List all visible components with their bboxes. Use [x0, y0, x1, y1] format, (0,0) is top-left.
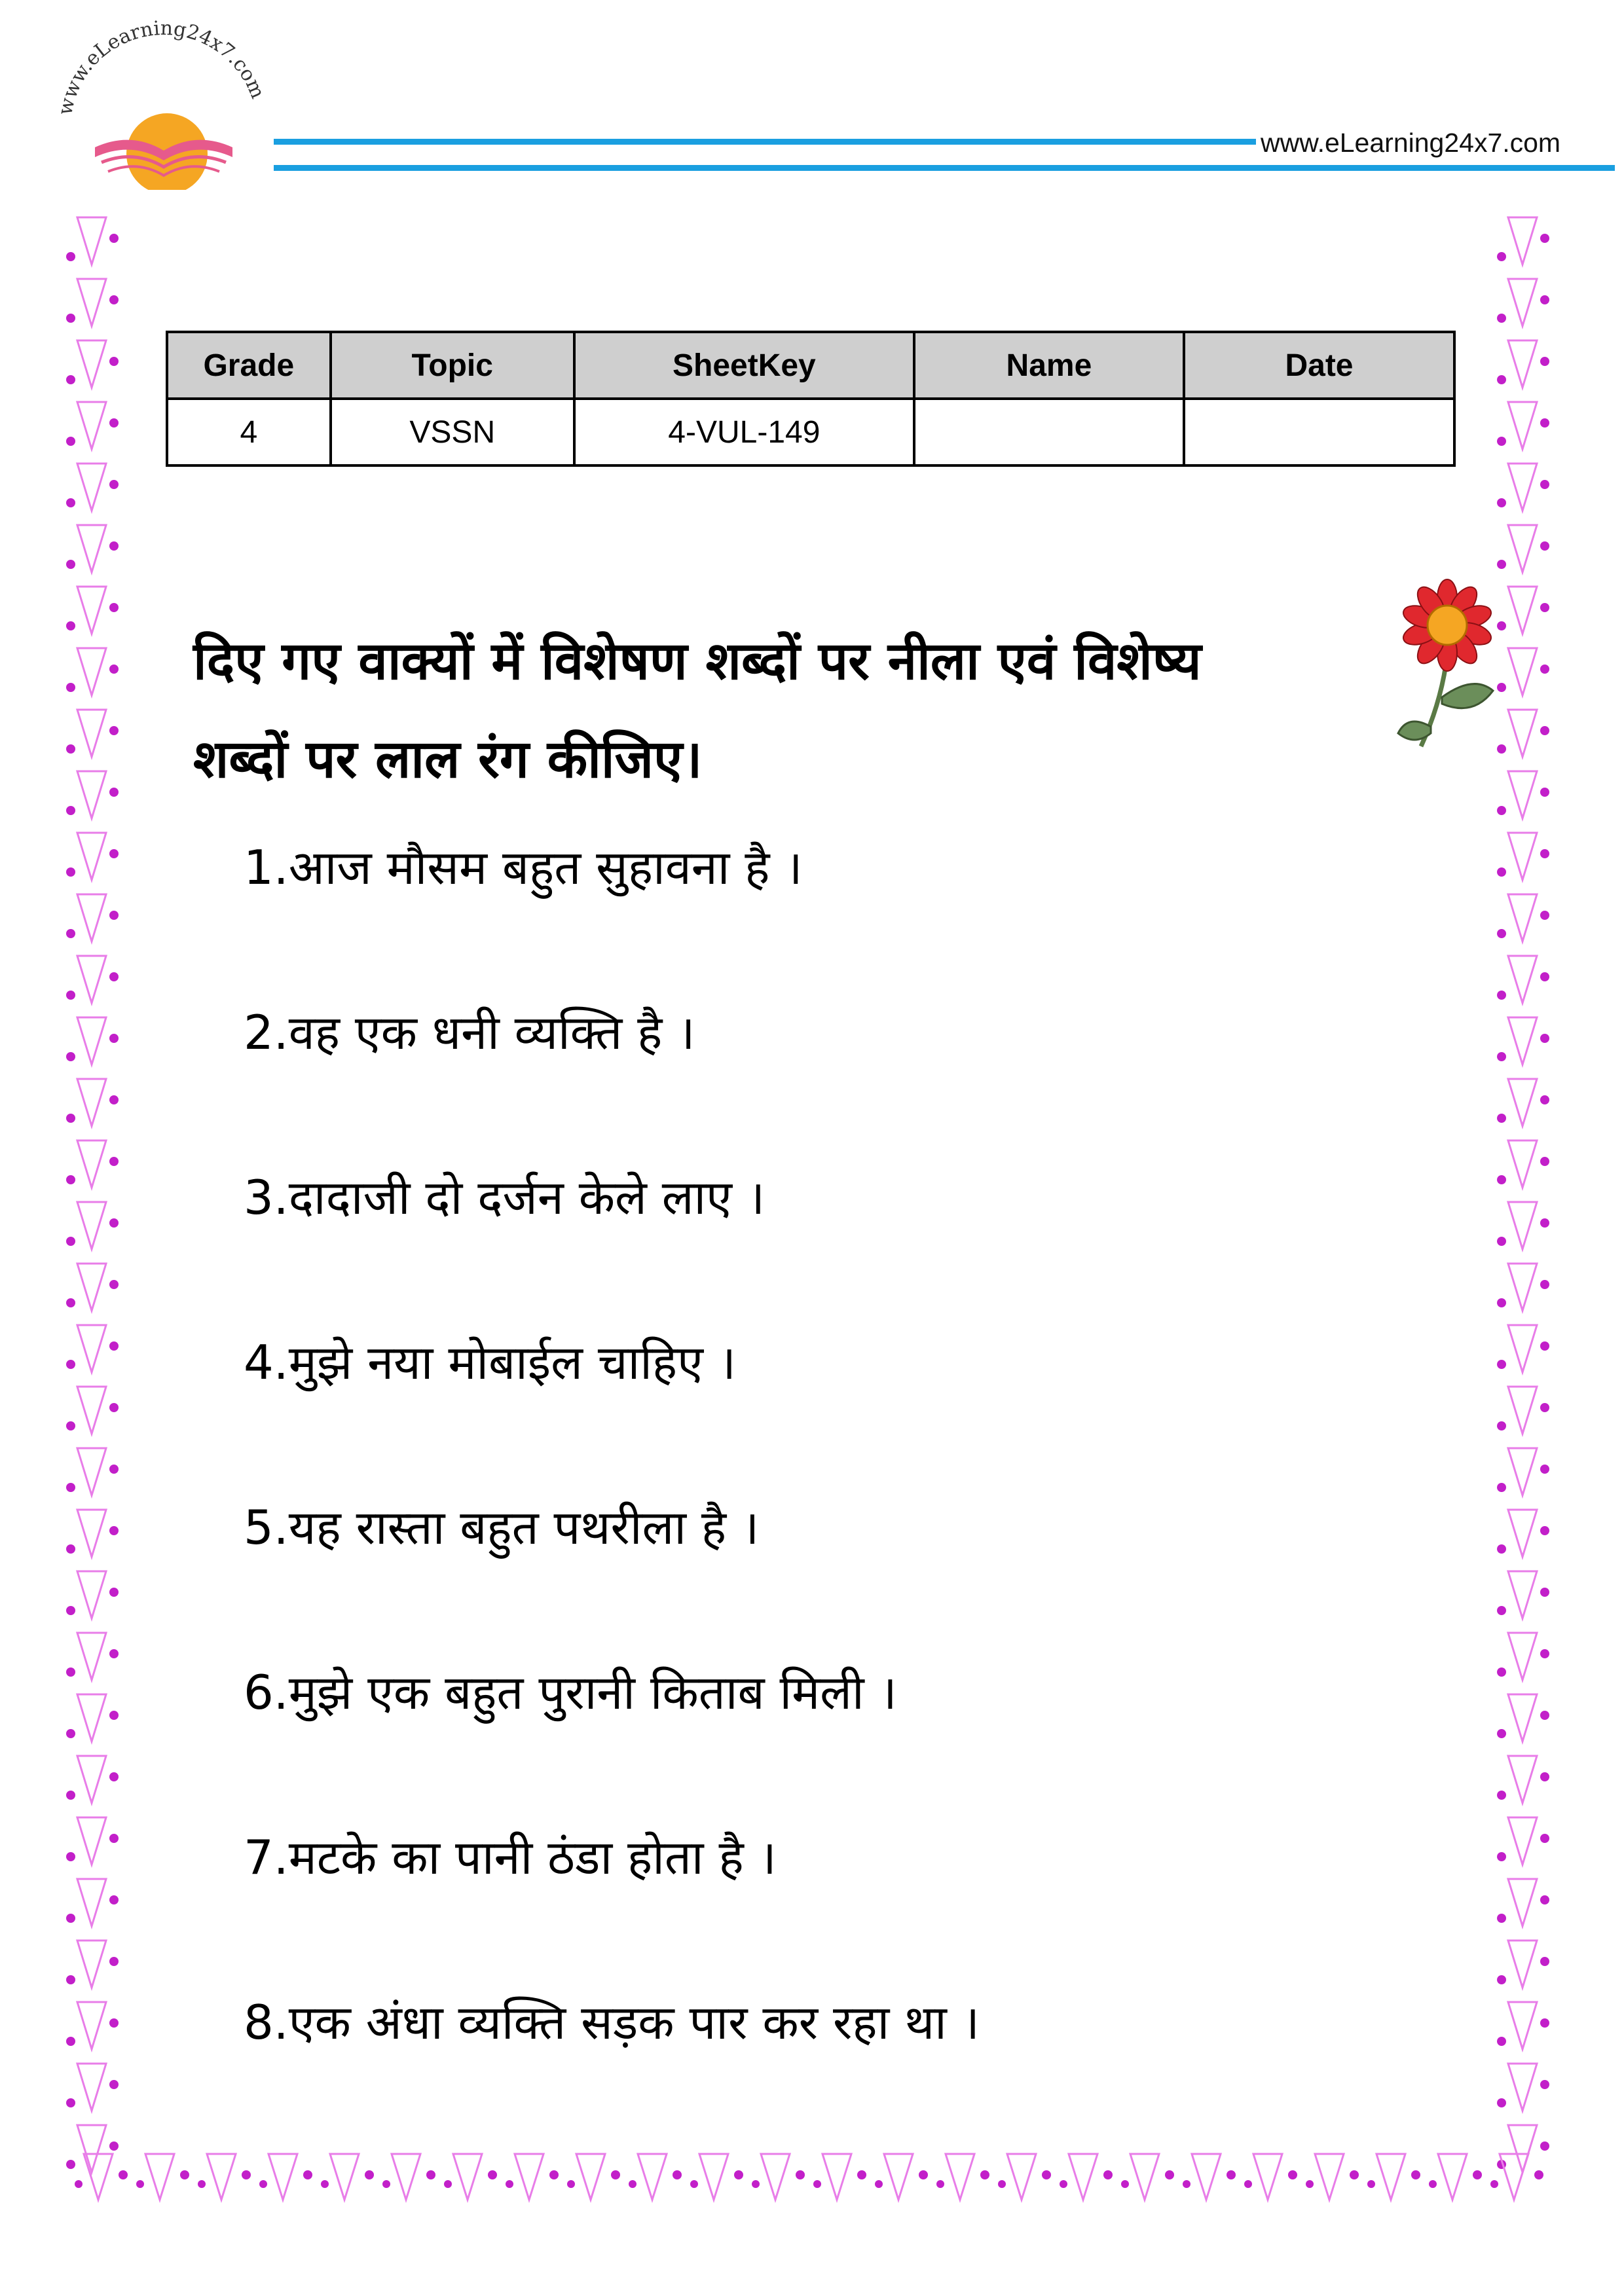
sentence-5[interactable]: 5.यह रास्ता बहुत पथरीला है । [244, 1500, 760, 1555]
header-sheetkey: SheetKey [574, 332, 914, 399]
flower-icon [1395, 570, 1500, 759]
header-topic: Topic [331, 332, 574, 399]
info-table-header-row [167, 332, 1454, 399]
sentence-6[interactable]: 6.मुझे एक बहुत पुरानी किताब मिली । [244, 1665, 897, 1720]
instruction-line-1: दिए गए वाक्यों में विशेषण शब्दों पर नीला एवं विशेष्य [193, 630, 1202, 691]
sentence-list [244, 831, 1422, 2151]
header-date: Date [1184, 332, 1454, 399]
sentence-4[interactable]: 4.मुझे नया मोबाईल चाहिए । [244, 1335, 737, 1390]
sentence-1[interactable]: 1.आज मौसम बहुत सुहावना है । [244, 840, 803, 895]
logo-text: www.eLearning24x7.com [54, 20, 270, 117]
site-url[interactable]: www.eLearning24x7.com [1261, 128, 1561, 158]
instruction [193, 612, 1437, 809]
header-name: Name [914, 332, 1184, 399]
topic-value: VSSN [331, 399, 574, 465]
sheetkey-value: 4-VUL-149 [574, 399, 914, 465]
sentence-7[interactable]: 7.मटके का पानी ठंडा होता है । [244, 1830, 777, 1885]
sentence-8[interactable]: 8.एक अंधा व्यक्ति सड़क पार कर रहा था । [244, 1995, 980, 2050]
instruction-line-2: शब्दों पर लाल रंग कीजिए। [193, 729, 703, 790]
sentence-3[interactable]: 3.दादाजी दो दर्जन केले लाए । [244, 1170, 766, 1225]
info-table [166, 331, 1456, 467]
info-table-value-row [167, 399, 1454, 465]
sentence-2[interactable]: 2.वह एक धनी व्यक्ति है । [244, 1005, 695, 1060]
date-field[interactable] [1184, 399, 1454, 465]
header-grade: Grade [167, 332, 331, 399]
name-field[interactable] [914, 399, 1184, 465]
grade-value: 4 [167, 399, 331, 465]
